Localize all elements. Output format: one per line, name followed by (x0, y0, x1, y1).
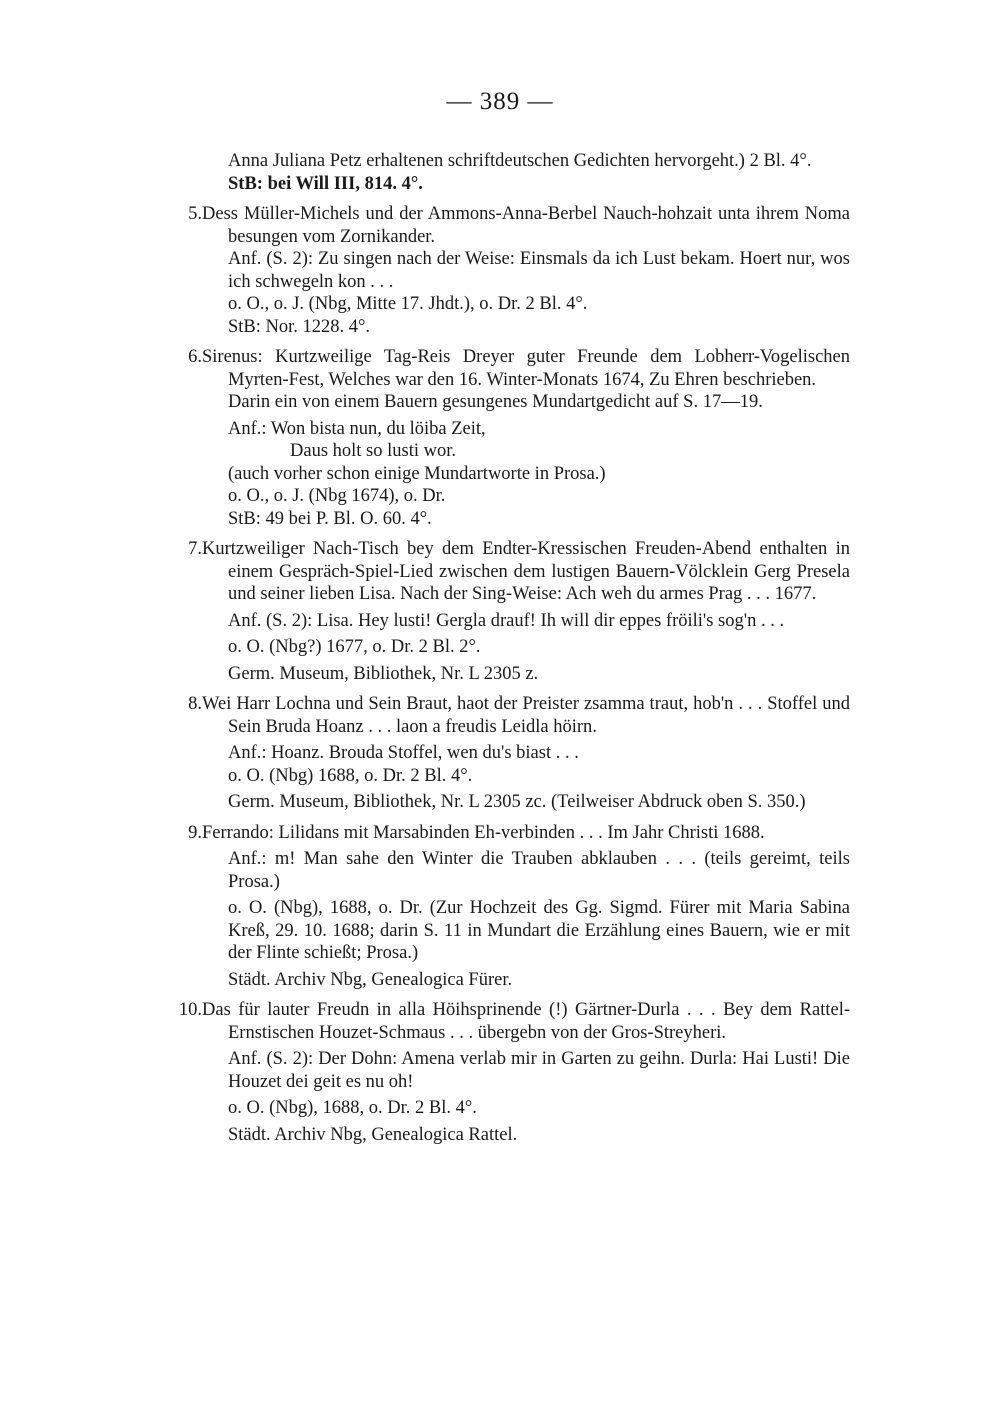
entry-note: Darin ein von einem Bauern gesungenes Mundartgedicht auf S. 17—19. (228, 392, 763, 412)
entry-9 (168, 822, 850, 992)
entry-incipit: Anf.: Hoanz. Brouda Stoffel, wen du's biast . . . (228, 743, 579, 763)
entry-number: 5. (188, 204, 202, 224)
entry-title: Sirenus: Kurtzweilige Tag-Reis Dreyer guter Freunde dem Lobherr-Vogelischen Myrten-Fest, Welches war den 16. Winter-Monats 1674, Zu Ehren beschrieben. (202, 347, 850, 390)
entry-number: 7. (188, 539, 202, 559)
entry-number: 8. (188, 694, 202, 714)
entry-incipit-verse: Daus holt so lusti wor. (290, 441, 456, 461)
entry-title: Ferrando: Lilidans mit Marsabinden Eh-verbinden . . . Im Jahr Christi 1688. (202, 822, 765, 843)
entry-location: Städt. Archiv Nbg, Genealogica Rattel. (228, 1124, 518, 1145)
entry-incipit: Anf. (S. 2): Lisa. Hey lusti! Gergla drauf! Ih will dir eppes fröili's sog'n . . . (228, 610, 785, 631)
entry-7 (168, 538, 850, 685)
entry-number: 10. (178, 1000, 202, 1020)
entry-incipit: Anf. (S. 2): Zu singen nach der Weise: Einsmals da ich Lust bekam. Hoert nur, wos ich schwegeln kon . . . (228, 249, 850, 292)
entry-incipit: Anf. (S. 2): Der Dohn: Amena verlab mir in Garten zu geihn. Durla: Hai Lusti! Die Houzet dei geit es nu oh! (228, 1049, 850, 1092)
entry-location: Germ. Museum, Bibliothek, Nr. L 2305 z. (228, 663, 539, 684)
entry-title: Das für lauter Freudn in alla Höihsprinende (!) Gärtner-Durla . . . Bey dem Rattel-Ernstischen Houzet-Schmaus . . . übergebn von der Gros-Streyheri. (202, 1000, 850, 1043)
entry-imprint: o. O. (Nbg), 1688, o. Dr. (Zur Hochzeit des Gg. Sigmd. Fürer mit Maria Sabina Kreß, 29. 10. 1688; darin S. 11 in Mundart die Erzählung eines Bauern, wie er mit der Flinte schießt; Prosa.) (228, 898, 850, 963)
entry-imprint: o. O. (Nbg) 1688, o. Dr. 2 Bl. 4°. (228, 765, 473, 786)
bibliography-list (168, 150, 850, 1154)
entry-title: Kurtzweiliger Nach-Tisch bey dem Endter-Kressischen Freuden-Abend enthalten in einem Gespräch-Spiel-Lied zwischen dem lustigen Bauern-Völcklein Gerg Presela und seiner lieben Lisa. Nach der Sing-Weise: Ach weh du armes Prag . . . 1677. (202, 539, 850, 604)
entry-continuation (168, 150, 850, 195)
entry-location: Germ. Museum, Bibliothek, Nr. L 2305 zc. (Teilweiser Abdruck oben S. 350.) (228, 792, 806, 812)
entry-imprint: o. O., o. J. (Nbg, Mitte 17. Jhdt.), o. Dr. 2 Bl. 4°. (228, 294, 588, 314)
entry-incipit: Anf.: Won bista nun, du löiba Zeit, (228, 418, 486, 439)
entry-location: StB: Nor. 1228. 4°. (228, 316, 371, 337)
page-number: — 389 — (446, 88, 554, 115)
entry-location: StB: bei Will III, 814. 4°. (228, 173, 423, 194)
entry-number: 6. (188, 347, 202, 367)
entry-imprint: o. O. (Nbg), 1688, o. Dr. 2 Bl. 4°. (228, 1098, 477, 1118)
entry-title: Dess Müller-Michels und der Ammons-Anna-Berbel Nauch-hohzait unta ihrem Noma besungen vom Zornikander. (202, 204, 850, 247)
entry-6 (168, 346, 850, 530)
entry-location: Städt. Archiv Nbg, Genealogica Fürer. (228, 969, 513, 990)
entry-location: StB: 49 bei P. Bl. O. 60. 4°. (228, 508, 432, 529)
entry-number: 9. (188, 822, 202, 843)
entry-10 (168, 999, 850, 1146)
entry-incipit: Anf.: m! Man sahe den Winter die Trauben abklauben . . . (teils gereimt, teils Prosa.) (228, 849, 850, 892)
entry-8 (168, 693, 850, 814)
entry-note: (auch vorher schon einige Mundartworte in Prosa.) (228, 463, 606, 484)
entry-5 (168, 203, 850, 338)
entry-imprint: o. O., o. J. (Nbg 1674), o. Dr. (228, 486, 446, 506)
entry-title: Wei Harr Lochna und Sein Braut, haot der Preister zsamma traut, hob'n . . . Stoffel und Sein Bruda Hoanz . . . laon a freudis Leidla höirn. (202, 694, 850, 737)
entry-imprint: o. O. (Nbg?) 1677, o. Dr. 2 Bl. 2°. (228, 637, 481, 657)
entry-line: Anna Juliana Petz erhaltenen schriftdeutschen Gedichten hervorgeht.) 2 Bl. 4°. (228, 151, 812, 171)
